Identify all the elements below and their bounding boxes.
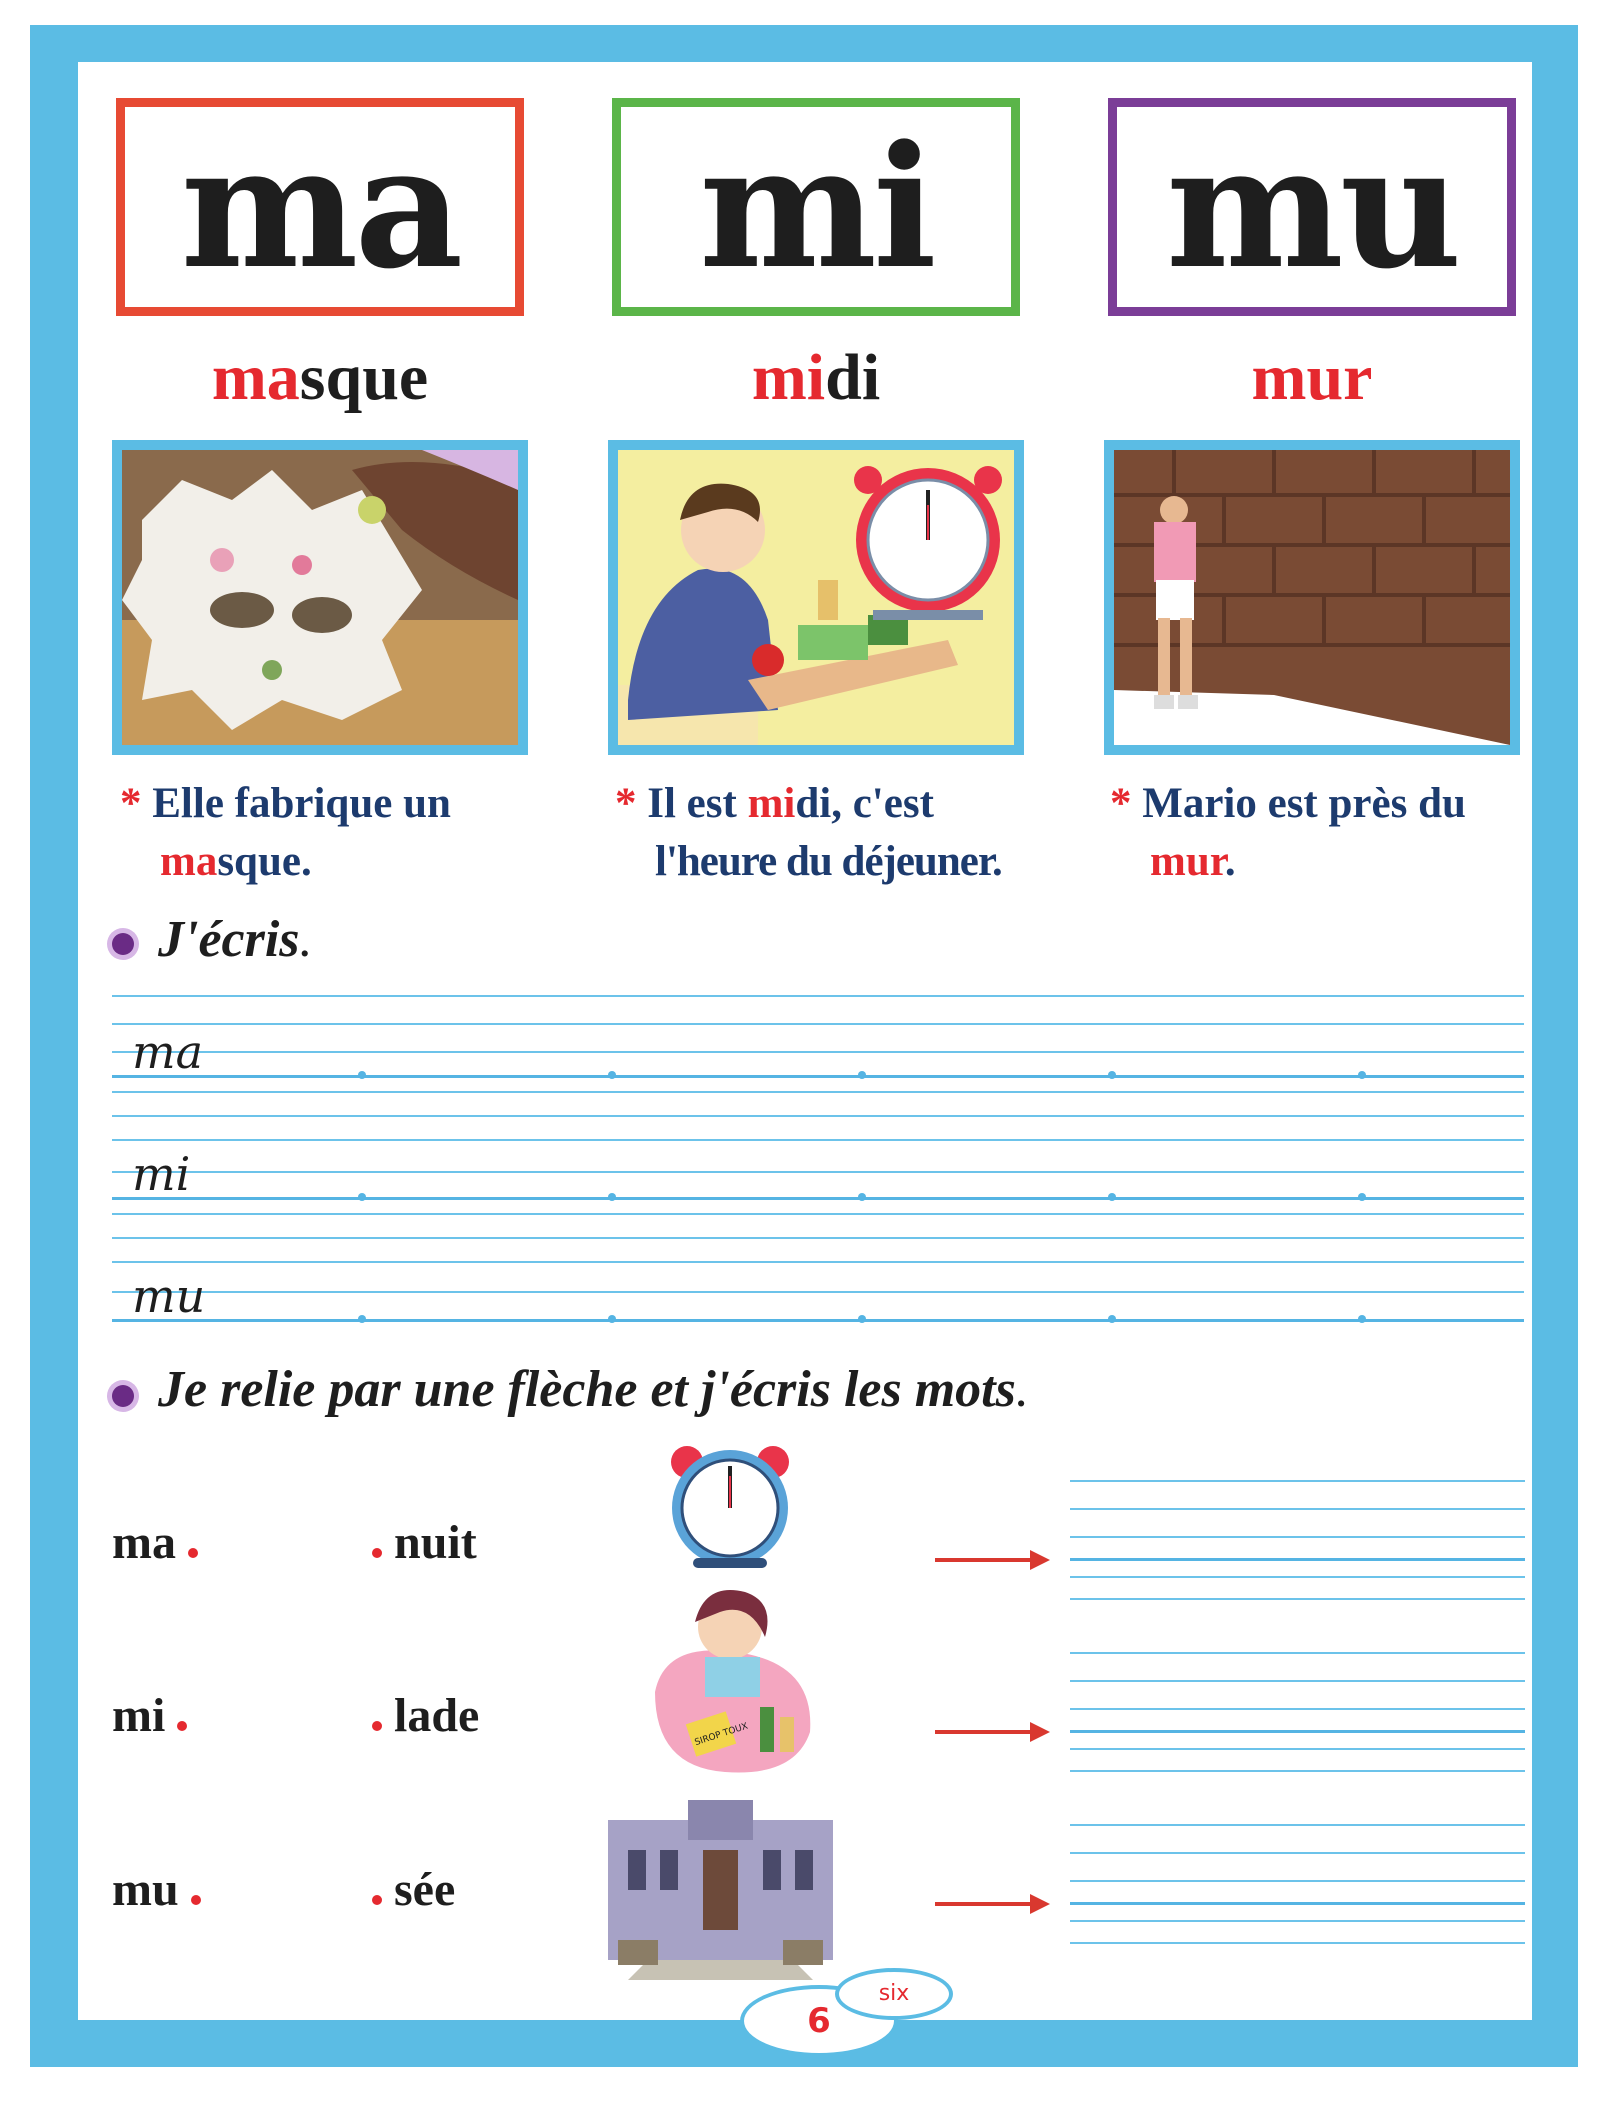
match-right-see: sée bbox=[372, 1862, 455, 1917]
sentence-masque: * Elle fabrique un masque. bbox=[120, 780, 451, 885]
connector-dot[interactable] bbox=[372, 1895, 382, 1905]
word-mur: mur bbox=[1251, 341, 1373, 414]
connector-dot[interactable] bbox=[188, 1548, 198, 1558]
syllable-mi: mi bbox=[699, 108, 933, 306]
arrow-1 bbox=[935, 1558, 1035, 1562]
match-right-nuit: nuit bbox=[372, 1515, 477, 1570]
arrow-head-icon bbox=[1030, 1722, 1050, 1742]
mask-photo bbox=[112, 440, 528, 755]
connector-dot[interactable] bbox=[177, 1721, 187, 1731]
answer-lines-1[interactable] bbox=[1070, 1480, 1525, 1600]
alarm-clock-icon bbox=[665, 1440, 795, 1575]
connector-dot[interactable] bbox=[372, 1548, 382, 1558]
arrow-head-icon bbox=[1030, 1894, 1050, 1914]
page-number: 6 bbox=[807, 2001, 831, 2041]
model-ma: ma bbox=[132, 1025, 204, 1079]
page-word: six bbox=[878, 1981, 910, 2006]
word-midi: midi bbox=[751, 341, 881, 414]
sentence-mur: * Mario est près du mur. bbox=[1110, 780, 1466, 885]
model-mu: mu bbox=[132, 1269, 206, 1323]
connector-dot[interactable] bbox=[191, 1895, 201, 1905]
word-masque: masque bbox=[211, 341, 429, 414]
sentence-midi: * Il est midi, c'est l'heure du déjeuner. bbox=[615, 780, 1002, 885]
svg-text:SIROP TOUX: SIROP TOUX bbox=[693, 1721, 750, 1749]
answer-lines-2[interactable] bbox=[1070, 1652, 1525, 1772]
section-bullet bbox=[112, 933, 134, 955]
sick-girl-in-bed-icon bbox=[645, 1582, 820, 1782]
model-mi: mi bbox=[132, 1147, 191, 1201]
section-title-relie: Je relie par une flèche et j'écris les mots. bbox=[158, 1361, 1029, 1418]
arrow-head-icon bbox=[1030, 1550, 1050, 1570]
boy-lunch-clock-illustration bbox=[608, 440, 1024, 755]
syllable-box-mi bbox=[612, 98, 1020, 316]
syllable-mu: mu bbox=[1166, 108, 1458, 306]
page-word-badge bbox=[835, 1968, 953, 2020]
syllable-box-ma bbox=[116, 98, 524, 316]
boy-by-brick-wall-photo bbox=[1104, 440, 1520, 755]
match-left-mi: mi bbox=[112, 1688, 187, 1743]
syllable-box-mu bbox=[1108, 98, 1516, 316]
museum-building-icon bbox=[608, 1800, 833, 1980]
answer-lines-3[interactable] bbox=[1070, 1824, 1525, 1944]
arrow-2 bbox=[935, 1730, 1035, 1734]
connector-dot[interactable] bbox=[372, 1721, 382, 1731]
syllable-ma: ma bbox=[180, 108, 460, 306]
match-left-ma: ma bbox=[112, 1515, 198, 1570]
writing-lines[interactable] bbox=[112, 995, 1524, 1325]
section-title-ecris: J'écris. bbox=[158, 911, 313, 968]
match-left-mu: mu bbox=[112, 1862, 201, 1917]
arrow-3 bbox=[935, 1902, 1035, 1906]
match-right-lade: lade bbox=[372, 1688, 479, 1743]
section-bullet bbox=[112, 1385, 134, 1407]
